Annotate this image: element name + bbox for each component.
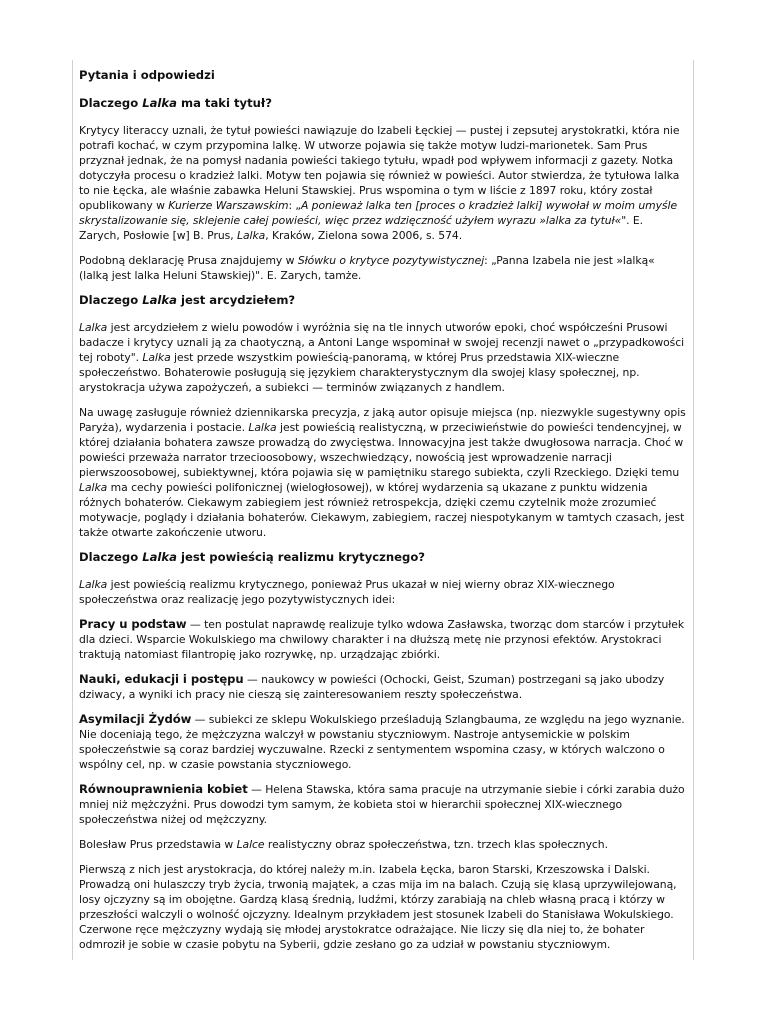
text-run: Podobną deklarację Prusa znajdujemy w — [79, 254, 298, 267]
text-run: jest arcydziełem? — [176, 293, 296, 307]
text-run: , Kraków, Zielona sowa 2006, s. 574. — [265, 229, 463, 242]
bold-term: Pracy u podstaw — [79, 617, 187, 631]
italic-text: Słówku o krytyce pozytywistycznej — [297, 254, 485, 267]
paragraph — [79, 320, 687, 395]
paragraph — [79, 123, 687, 243]
text-run: ma taki tytuł? — [176, 96, 272, 110]
italic-text: Lalce — [236, 838, 265, 851]
text-run: Pierwszą z nich jest arystokracja, do której należy m.in. Izabela Łęcka, baron Starski, Krzeszowska i Dalski. Prowadzą oni hulaszczy tryb życia, trwonią majątek, a czas mija im na balach. Czują się klasą uprzywilejowaną, losy ojczyzny są im obojętne. Gardzą klasą średnią, ludźmi, którzy zarabiają na chleb własną pracą i którzy w przeszłości walczyli o wolność ojczyzny. Idealnym przykładem jest stosunek Izabeli do Stanisława Wokulskiego. Czerwone ręce mężczyzny wydają się młodej arystokratce odrażające. Nie liczy się dla niej to, że bohater odmroził je sobie w czasie pobytu na Syberii, gdzie zesłano go za udział w powstaniu styczniowym. — [79, 863, 677, 951]
italic-text: Lalka — [79, 578, 108, 591]
document-title: Pytania i odpowiedzi — [79, 68, 215, 82]
italic-text: A ponieważ lalka ten [proces o kradzież lalki] wywołał w moim umyśle skrystalizowanie się, sklejenie całej powieści, więc przez wdzięczność użyłem wyrazu »lalka za tytuł« — [79, 199, 678, 227]
text-run: jest powieścią realizmu krytycznego, ponieważ Prus ukazał w niej wierny obraz XIX-wiecznego społeczeństwa oraz realizację jego pozytywistycznych idei: — [79, 578, 615, 606]
text-run: — ten postulat naprawdę realizuje tylko wdowa Zasławska, tworząc dom starców i przytułek dla dzieci. Wsparcie Wokulskiego ma chwilowy charakter i na dłuższą metę nie przynosi efektów. Arystokraci traktują natomiast filantropię jako rozrywkę, np. urządzając zbiórki. — [79, 618, 685, 661]
question-heading — [79, 550, 687, 565]
text-run: Na uwagę zasługuje również dziennikarska precyzja, z jaką autor opisuje miejsca (np. niezwykle sugestywny opis Paryża), wydarzenia i postacie. — [79, 406, 686, 434]
text-run: jest arcydziełem z wielu powodów i wyróżnia się na tle innych utworów epoki, choć współcześni Prusowi badacze i krytycy uznali ją za chaotyczną, a Antoni Lange wspominał w swojej recenzji nawet o „przypadkowości tej roboty". — [79, 321, 685, 364]
text-run: — Helena Stawska, która sama pracuje na utrzymanie siebie i córki zarabia dużo mniej niż mężczyźni. Prus dowodzi tym samym, że kobieta stoi w hierarchii społecznej XIX-wiecznego społeczeństwa niżej od mężczyzny. — [79, 783, 685, 826]
text-run: ma cechy powieści polifonicznej (wielogłosowej), w której wydarzenia są ukazane z punktu widzenia różnych bohaterów. Ciekawym zabiegiem jest również retrospekcja, dzięki czemu czytelnik może zrozumieć motywacje, poglądy i działania bohaterów. Ciekawym, zabiegiem, raczej niespotykanym w tamtych czasach, jest także otwarte zakończenie utworu. — [79, 481, 685, 539]
italic-text: Lalka — [79, 321, 108, 334]
paragraph — [79, 617, 687, 662]
paragraph — [79, 405, 687, 540]
text-run: jest powieścią realistyczną, w przeciwieństwie do powieści tendencyjnej, w której działania bohatera zawsze prowadzą do zwycięstwa. Innowacyjna jest także dwugłosowa narracja. Choć w powieści przeważa narrator trzecioosobowy, wszechwiedzący, nowością jest wprowadzenie narracji pierwszoosobowej, subiektywnej, która pojawia się w pamiętniku starego subiekta, czyli Rzeckiego. Dzięki temu — [79, 421, 684, 479]
text-run: Krytycy literaccy uznali, że tytuł powieści nawiązuje do Izabeli Łęckiej — pustej i zepsutej arystokratki, która nie potrafi kochać, w czym przypomina lalkę. W utworze pojawia się także motyw ludzi-marionetek. Sam Prus przyznał jednak, że na pomysł nadania powieści takiego tytułu, wpadł pod wpływem informacji z gazety. Notka dotyczyła procesu o kradzież lalki. Motyw ten pojawia się również w powieści. Autor stwierdza, że tytułowa lalka to nie Łęcka, ale właśnie zabawka Heluni Stawskiej. Prus wspomina o tym w liście z 1897 roku, który został opublikowany w — [79, 124, 680, 212]
text-run: Bolesław Prus przedstawia w — [79, 838, 237, 851]
document-page — [72, 60, 694, 960]
text-run: : „Panna Izabela nie jest »lalką« (lalką jest lalka Heluni Stawskiej)". E. Zarych, tamże. — [79, 254, 655, 282]
text-run: Dlaczego — [79, 96, 143, 110]
paragraph — [79, 837, 687, 852]
italic-text: Lalka — [142, 351, 171, 364]
text-run: jest przede wszystkim powieścią-panoramą, w której Prus przedstawia XIX-wieczne społeczeństwo. Bohaterowie posługują się językiem charakterystycznym dla swojej klasy społecznej, np. arystokracja używa zapożyczeń, a subiekci — terminów związanych z handlem. — [79, 351, 640, 394]
text-run: — subiekci ze sklepu Wokulskiego prześladują Szlangbauma, ze względu na jego wyznanie. Nie doceniają tego, że mężczyzna walczył w powstaniu styczniowym. Nastroje antysemickie w polskim społeczeństwie są coraz bardziej wyczuwalne. Rzecki z sentymentem wspomina czasy, w których walczono o wspólny cel, np. w czasie powstania styczniowego. — [79, 713, 685, 771]
italic-text: Lalka — [142, 550, 177, 564]
text-run: realistyczny obraz społeczeństwa, tzn. trzech klas społecznych. — [264, 838, 608, 851]
italic-text: Lalka — [142, 96, 177, 110]
text-run: : „ — [288, 199, 301, 212]
bold-term: Asymilacji Żydów — [79, 712, 192, 726]
text-run: jest powieścią realizmu krytycznego? — [176, 550, 426, 564]
question-heading — [79, 293, 687, 308]
paragraph — [79, 577, 687, 607]
paragraph — [79, 253, 687, 283]
italic-text: Lalka — [236, 229, 266, 242]
text-run: ". E. Zarych, Posłowie [w] B. Prus, — [79, 214, 644, 242]
text-run: — naukowcy w powieści (Ochocki, Geist, Szuman) postrzegani są jako ubodzy dziwacy, a wyniki ich pracy nie cieszą się zainteresowaniem reszty społeczeństwa. — [79, 673, 665, 701]
text-run: Dlaczego — [79, 550, 143, 564]
paragraph — [79, 862, 687, 952]
question-heading — [79, 96, 687, 111]
bold-term: Nauki, edukacji i postępu — [79, 672, 244, 686]
paragraph — [79, 712, 687, 772]
italic-text: Lalka — [248, 421, 277, 434]
paragraph — [79, 782, 687, 827]
italic-text: Lalka — [142, 293, 177, 307]
bold-term: Równouprawnienia kobiet — [79, 782, 248, 796]
text-run: Dlaczego — [79, 293, 143, 307]
italic-text: Lalka — [79, 481, 108, 494]
paragraph — [79, 672, 687, 702]
italic-text: Kurierze Warszawskim — [168, 199, 289, 212]
document-content — [79, 96, 687, 952]
